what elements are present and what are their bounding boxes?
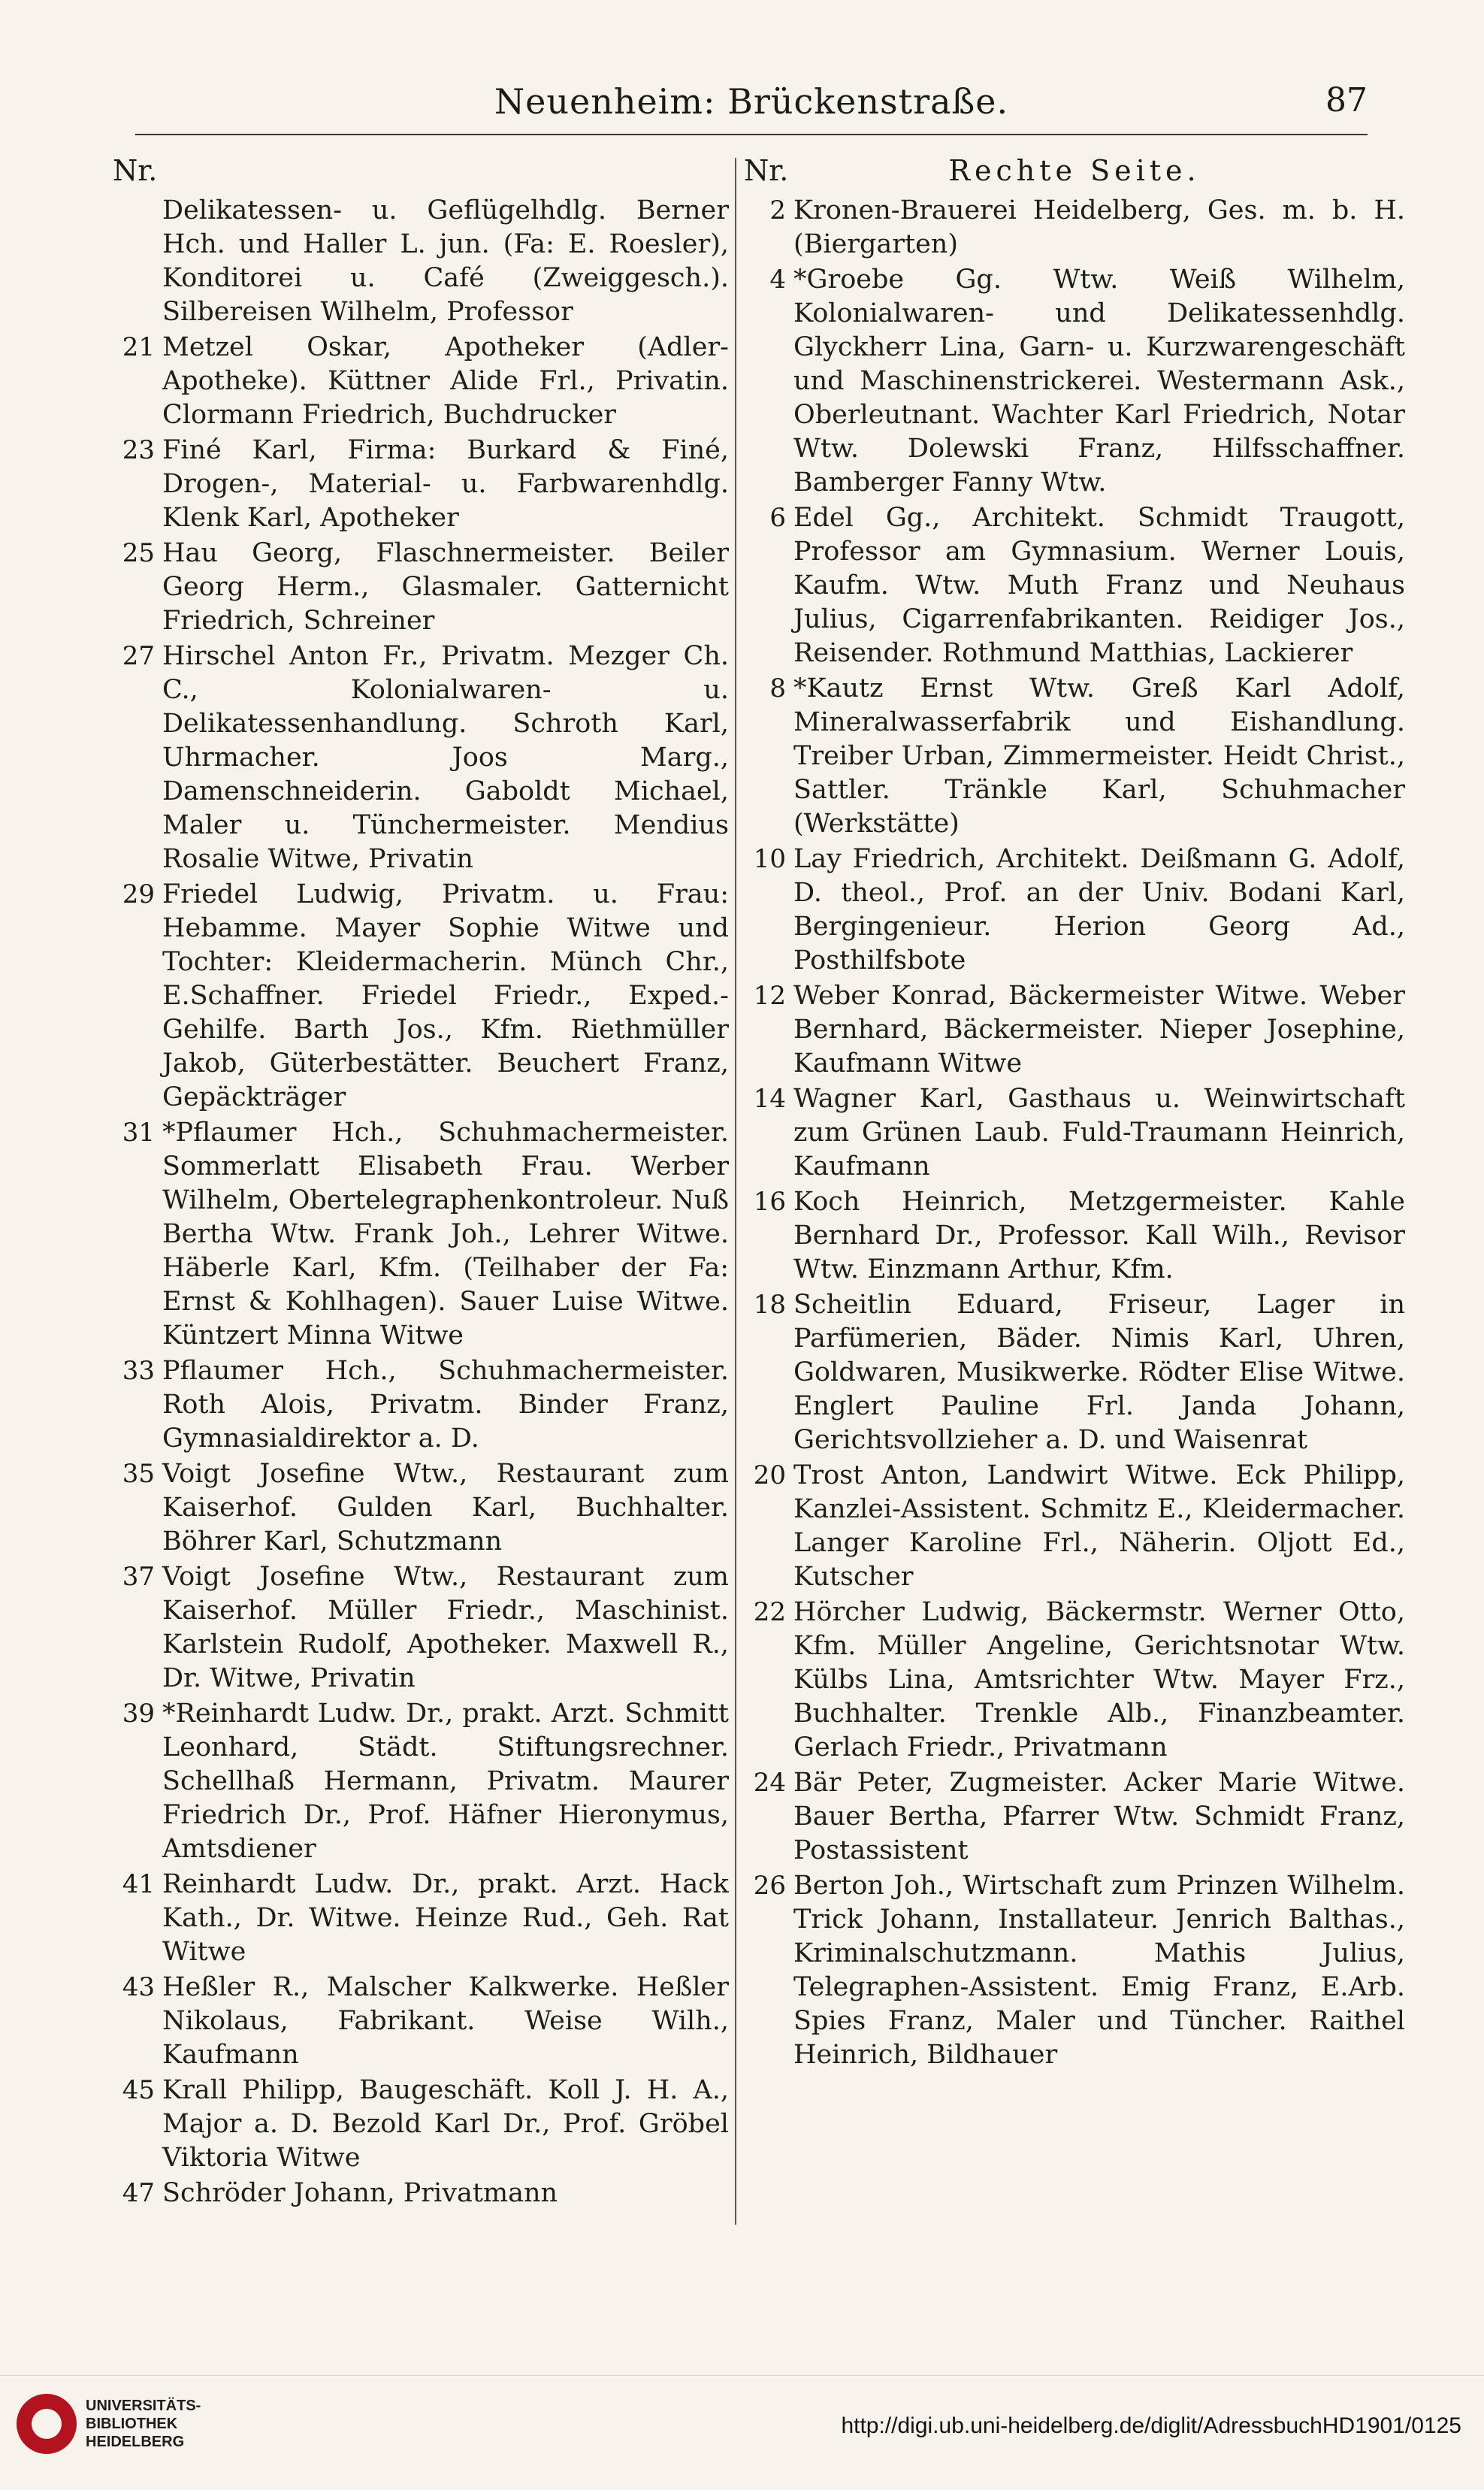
list-item: [744, 1766, 1405, 1868]
entry-text: *Kautz Ernst Wtw. Greß Karl Adolf, Mineralwasserfabrik und Eishandlung. Treiber Urban, Zimmermeister. Heidt Christ., Sattler. Tränkle Karl, Schuhmacher (Werkstätte): [793, 673, 1405, 839]
house-number: 41: [122, 1869, 155, 1899]
entry-text: Hirschel Anton Fr., Privatm. Mezger Ch. C., Kolonialwaren- u. Delikatessenhandlung. Schroth Karl, Uhrmacher. Joos Marg., Damenschneiderin. Gaboldt Michael, Maler u. Tünchermeister. Mendius Rosalie Witwe, Privatin: [162, 641, 729, 874]
source-url-link[interactable]: http://digi.ub.uni-heidelberg.de/diglit/AdressbuchHD1901/0125: [841, 2413, 1461, 2438]
nr-label: Nr.: [113, 154, 158, 187]
list-item: [113, 1457, 729, 1559]
house-number: 24: [753, 1768, 786, 1798]
list-item: [744, 1082, 1405, 1184]
house-number: 8: [769, 673, 786, 703]
house-number: 33: [122, 1356, 155, 1386]
list-item: [113, 331, 729, 432]
house-number: 26: [753, 1871, 786, 1901]
house-number: 18: [753, 1290, 786, 1320]
entry-text: Voigt Josefine Wtw., Restaurant zum Kaiserhof. Gulden Karl, Buchhalter. Böhrer Karl, Schutzmann: [162, 1459, 729, 1557]
entry-text: *Groebe Gg. Wtw. Weiß Wilhelm, Kolonialwaren- und Delikatessenhdlg. Glyckherr Lina, Garn- u. Kurzwarengeschäft und Maschinenstrickerei. Westermann Ask., Oberleutnant. Wachter Karl Friedrich, Notar Wtw. Dolewski Franz, Hilfsschaffner. Bamberger Fanny Wtw.: [793, 265, 1405, 498]
entry-text: Metzel Oskar, Apotheker (Adler-Apotheke). Küttner Alide Frl., Privatin. Clormann Friedrich, Buchdrucker: [162, 332, 729, 430]
list-item: [744, 672, 1405, 841]
entry-text: Heßler R., Malscher Kalkwerke. Heßler Nikolaus, Fabrikant. Weise Wilh., Kaufmann: [162, 1972, 729, 2070]
entry-text: Krall Philipp, Baugeschäft. Koll J. H. A., Major a. D. Bezold Karl Dr., Prof. Gröbel Viktoria Witwe: [162, 2075, 729, 2173]
house-number: 4: [769, 265, 786, 295]
entry-text: Pflaumer Hch., Schuhmachermeister. Roth Alois, Privatm. Binder Franz, Gymnasialdirektor a. D.: [162, 1356, 729, 1454]
footer: [0, 2375, 1484, 2490]
side-title: Rechte Seite.: [948, 154, 1201, 187]
house-number: 45: [122, 2075, 155, 2105]
entry-text: Voigt Josefine Wtw., Restaurant zum Kaiserhof. Müller Friedr., Maschinist. Karlstein Rudolf, Apotheker. Maxwell R., Dr. Witwe, Privatin: [162, 1562, 729, 1693]
list-item: [113, 434, 729, 535]
list-item: [744, 1459, 1405, 1594]
house-number: 39: [122, 1699, 155, 1729]
house-number: 14: [753, 1084, 786, 1114]
column-divider: [735, 158, 736, 2225]
house-number: 10: [753, 844, 786, 874]
list-item: [113, 2074, 729, 2175]
house-number: 27: [122, 641, 155, 671]
house-number: 2: [769, 195, 786, 225]
list-item: [744, 1185, 1405, 1287]
entry-text: Trost Anton, Landwirt Witwe. Eck Philipp, Kanzlei-Assistent. Schmitz E., Kleidermacher. Langer Karoline Frl., Näherin. Oljott Ed., Kutscher: [793, 1460, 1405, 1592]
house-number: 12: [753, 981, 786, 1011]
page-header: [135, 81, 1368, 135]
list-item: [113, 537, 729, 638]
left-column: [113, 150, 729, 2225]
house-number: 29: [122, 879, 155, 909]
list-item: [113, 1354, 729, 1456]
list-item: [744, 1288, 1405, 1457]
entry-text: Reinhardt Ludw. Dr., prakt. Arzt. Hack Kath., Dr. Witwe. Heinze Rud., Geh. Rat Witwe: [162, 1869, 729, 1967]
house-number: 31: [122, 1118, 155, 1148]
house-number: 47: [122, 2178, 155, 2208]
list-item: [744, 501, 1405, 670]
house-number: 6: [769, 503, 786, 533]
list-item: [113, 1560, 729, 1696]
entry-text: Hörcher Ludwig, Bäckermstr. Werner Otto, Kfm. Müller Angeline, Gerichtsnotar Wtw. Külbs Lina, Amtsrichter Wtw. Mayer Frz., Buchhalter. Trenkle Alb., Finanzbeamter. Gerlach Friedr., Privatmann: [793, 1597, 1405, 1762]
left-entries: [113, 194, 729, 2210]
list-item: [113, 1868, 729, 1969]
right-column-heading: [744, 150, 1405, 191]
list-item: [113, 878, 729, 1115]
list-item: [113, 2177, 729, 2210]
right-entries: [744, 194, 1405, 2072]
entry-text: Kronen-Brauerei Heidelberg, Ges. m. b. H. (Biergarten): [793, 195, 1405, 259]
list-item: [744, 1869, 1405, 2072]
house-number: 20: [753, 1460, 786, 1490]
list-item: [744, 979, 1405, 1081]
entry-text: *Reinhardt Ludw. Dr., prakt. Arzt. Schmitt Leonhard, Städt. Stiftungsrechner. Schellhaß Hermann, Privatm. Maurer Friedrich Dr., Prof. Häfner Hieronymus, Amtsdiener: [162, 1699, 729, 1864]
list-item: [113, 1116, 729, 1353]
house-number: 22: [753, 1597, 786, 1627]
list-item: [744, 263, 1405, 500]
house-number: 43: [122, 1972, 155, 2002]
entry-text: Hau Georg, Flaschnermeister. Beiler Georg Herm., Glasmaler. Gatternicht Friedrich, Schreiner: [162, 538, 729, 636]
right-column: [744, 150, 1405, 2225]
entry-text: Delikatessen- u. Geflügelhdlg. Berner Hch. und Haller L. jun. (Fa: E. Roesler), Konditorei u. Café (Zweiggesch.). Silbereisen Wilhelm, Professor: [162, 195, 729, 327]
entry-text: Friedel Ludwig, Privatm. u. Frau: Hebamme. Mayer Sophie Witwe und Tochter: Kleidermacherin. Münch Chr., E.Schaffner. Friedel Friedr., Exped.-Gehilfe. Barth Jos., Kfm. Riethmüller Jakob, Güterbestätter. Beuchert Franz, Gepäckträger: [162, 879, 729, 1112]
entry-text: *Pflaumer Hch., Schuhmachermeister. Sommerlatt Elisabeth Frau. Werber Wilhelm, Obertelegraphenkontroleur. Nuß Bertha Wtw. Frank Joh., Lehrer Witwe. Häberle Karl, Kfm. (Teilhaber der Fa: Ernst & Kohlhagen). Sauer Luise Witwe. Küntzert Minna Witwe: [162, 1118, 729, 1351]
house-number: 16: [753, 1187, 786, 1217]
house-number: 35: [122, 1459, 155, 1489]
nr-label: Nr.: [744, 154, 789, 187]
entry-text: Berton Joh., Wirtschaft zum Prinzen Wilhelm. Trick Johann, Installateur. Jenrich Balthas., Kriminalschutzmann. Mathis Julius, Telegraphen-Assistent. Emig Franz, E.Arb. Spies Franz, Maler und Tüncher. Raithel Heinrich, Bildhauer: [793, 1871, 1405, 2070]
entry-text: Lay Friedrich, Architekt. Deißmann G. Adolf, D. theol., Prof. an der Univ. Bodani Karl, Bergingenieur. Herion Georg Ad., Posthilfsbote: [793, 844, 1405, 976]
house-number: 37: [122, 1562, 155, 1592]
entry-text: Wagner Karl, Gasthaus u. Weinwirtschaft zum Grünen Laub. Fuld-Traumann Heinrich, Kaufmann: [793, 1084, 1405, 1181]
list-item: [113, 640, 729, 876]
entry-text: Edel Gg., Architekt. Schmidt Traugott, Professor am Gymnasium. Werner Louis, Kaufm. Wtw. Muth Franz und Neuhaus Julius, Cigarrenfabrikanten. Reidiger Jos., Reisender. Rothmund Matthias, Lackierer: [793, 503, 1405, 668]
list-item: [744, 194, 1405, 262]
entry-text: Schröder Johann, Privatmann: [162, 2178, 558, 2208]
entry-text: Bär Peter, Zugmeister. Acker Marie Witwe. Bauer Bertha, Pfarrer Wtw. Schmidt Franz, Postassistent: [793, 1768, 1405, 1865]
list-item: [113, 1971, 729, 2072]
left-column-heading: [113, 150, 729, 191]
entry-text: Finé Karl, Firma: Burkard & Finé, Drogen-, Material- u. Farbwarenhdlg. Klenk Karl, Apotheker: [162, 435, 729, 533]
house-number: 25: [122, 538, 155, 568]
library-name: UNIVERSITÄTS- BIBLIOTHEK HEIDELBERG: [86, 2398, 201, 2450]
list-item: [113, 194, 729, 329]
entry-text: Scheitlin Eduard, Friseur, Lager in Parfümerien, Bäder. Nimis Karl, Uhren, Goldwaren, Musikwerke. Rödter Elise Witwe. Englert Pauline Frl. Janda Johann, Gerichtsvollzieher a. D. und Waisenrat: [793, 1290, 1405, 1455]
entry-text: Koch Heinrich, Metzgermeister. Kahle Bernhard Dr., Professor. Kall Wilh., Revisor Wtw. Einzmann Arthur, Kfm.: [793, 1187, 1405, 1284]
list-item: [744, 1596, 1405, 1765]
list-item: [744, 843, 1405, 978]
entry-text: Weber Konrad, Bäckermeister Witwe. Weber Bernhard, Bäckermeister. Nieper Josephine, Kaufmann Witwe: [793, 981, 1405, 1079]
list-item: [113, 1697, 729, 1866]
page-number: 87: [1325, 81, 1368, 120]
house-number: 21: [122, 332, 155, 362]
library-logo-icon: [17, 2394, 77, 2454]
page-title: Neuenheim: Brückenstraße.: [494, 81, 1009, 122]
house-number: 23: [122, 435, 155, 465]
